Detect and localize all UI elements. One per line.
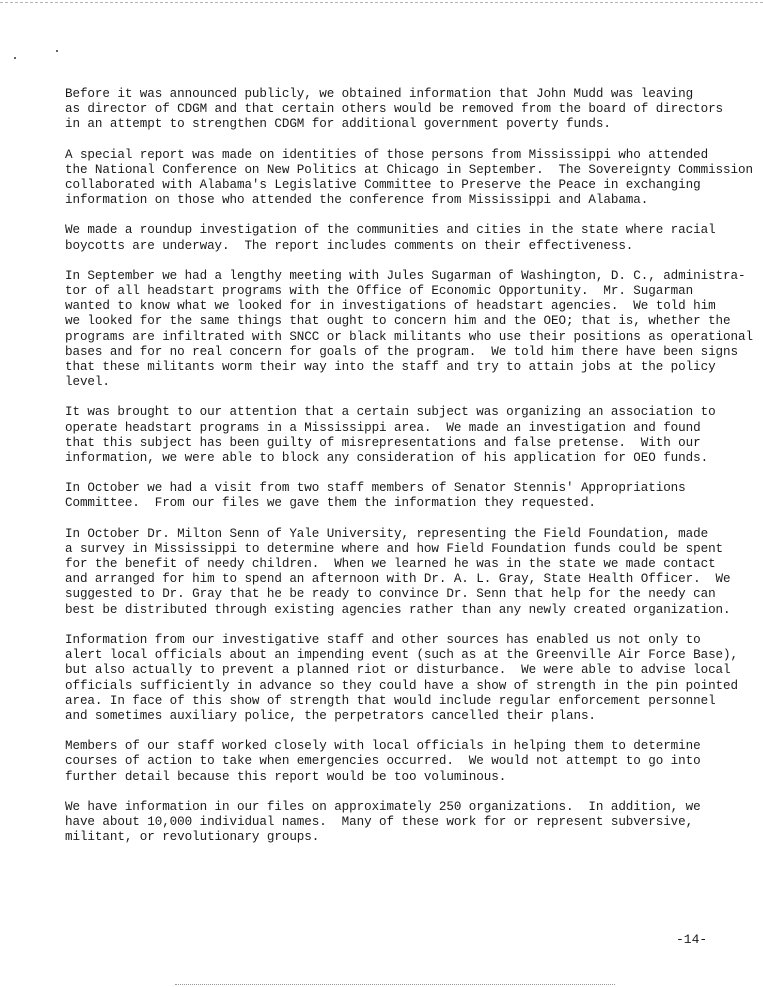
paragraph-boycott-investigation: We made a roundup investigation of the communities and cities in the state where racial boycotts are underway. The report includes comments on their effectiveness. — [65, 223, 716, 253]
paragraph-sugarman-meeting: In September we had a lengthy meeting with Jules Sugarman of Washington, D. C., administra- tor of all headstart programs with the Office of Economic Opportunity. Mr. Sugarman wanted to know what we looked for in investigations of headstart agencies. We told him we looked for the same things that ought to concern him and the OEO; that is, whether the programs are infiltrated with SNCC or black militants who use their positions as operational bases and for no real concern for goals of the program. We told him there have been signs that these militants worm their way into the staff and try to attain jobs at the policy level. — [65, 268, 753, 390]
top-edge-rule — [0, 2, 763, 3]
page-number: -14- — [676, 932, 708, 947]
paragraph-cdgm-director: Before it was announced publicly, we obtained information that John Mudd was leaving as director of CDGM and that certain others would be removed from the board of directors in an attempt to strengthen CDGM for additional government poverty funds. — [65, 87, 724, 132]
report-body — [65, 87, 763, 860]
scan-speck — [14, 57, 16, 59]
paragraph-organization-files: We have information in our files on approximately 250 organizations. In addition, we have about 10,000 individual names. Many of these work for or represent subversive, militant, or revolutionary groups. — [65, 799, 701, 845]
bottom-edge-rule — [175, 984, 615, 985]
paragraph-headstart-association: It was brought to our attention that a certain subject was organizing an association to operate headstart programs in a Mississippi area. We made an investigation and found that this subject has been guilty of misrepresentations and false pretense. With our information, we were able to block any consideration of his application for OEO funds. — [65, 405, 716, 466]
scan-speck — [56, 50, 58, 52]
paragraph-stennis-committee: In October we had a visit from two staff members of Senator Stennis' Appropriations Committee. From our files we gave them the information they requested. — [65, 481, 686, 511]
paragraph-local-officials: Members of our staff worked closely with local officials in helping them to determine courses of action to take when emergencies occurred. We would not attempt to go into further detail because this report would be too voluminous. — [65, 739, 701, 784]
paragraph-new-politics-conference: A special report was made on identities of those persons from Mississippi who attended the National Conference on New Politics at Chicago in September. The Sovereignty Commission collaborated with Alabama's Legislative Committee to Preserve the Peace in exchanging information on those who attended the conference from Mississippi and Alabama. — [65, 147, 753, 208]
paragraph-field-foundation: In October Dr. Milton Senn of Yale University, representing the Field Foundation, made a survey in Mississippi to determine where and how Field Foundation funds could be spent for the benefit of needy children. When we learned he was in the state we made contact and arranged for him to spend an afternoon with Dr. A. L. Gray, State Health Officer. We suggested to Dr. Gray that he be ready to convince Dr. Senn that help for the needy can best be distributed through existing agencies rather than any newly created organization. — [65, 526, 731, 617]
paragraph-investigative-staff: Information from our investigative staff and other sources has enabled us not only to alert local officials about an impending event (such as at the Greenville Air Force Base), but also actually to prevent a planned riot or disturbance. We were able to advise local officials sufficiently in advance so they could have a show of strength in the pin pointed area. In face of this show of strength that would include regular enforcement personnel and sometimes auxiliary police, the perpetrators cancelled their plans. — [65, 632, 738, 723]
